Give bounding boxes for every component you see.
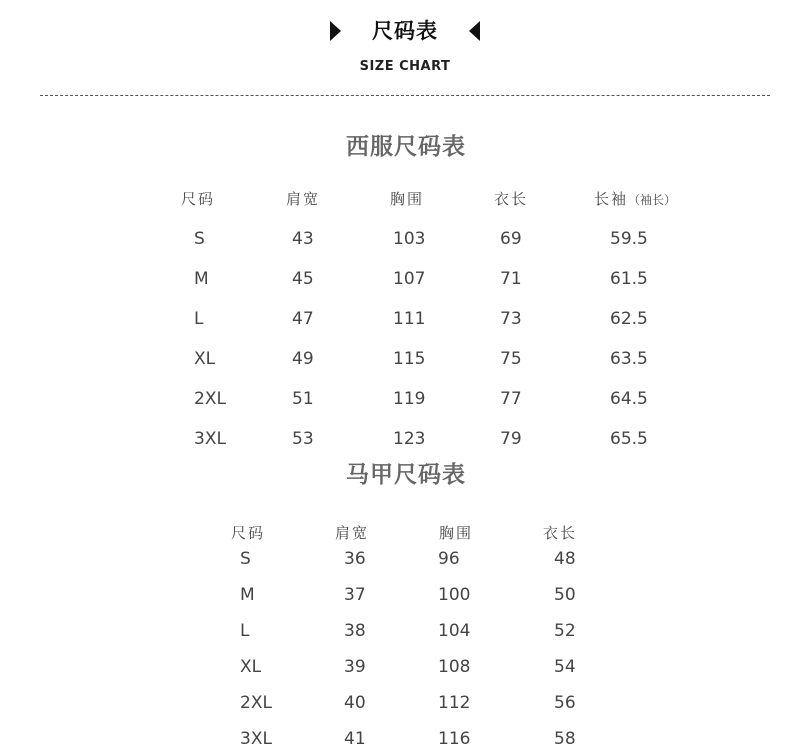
table-cell: 79 [500, 429, 522, 449]
table-cell: 73 [500, 309, 522, 329]
table-cell: 123 [393, 429, 426, 449]
table-cell: XL [194, 349, 216, 369]
page-title: 尺码表 [372, 19, 438, 43]
table-cell: 77 [500, 389, 522, 409]
table-cell: 64.5 [610, 389, 648, 409]
vest-header-length: 衣长 [543, 524, 578, 542]
vest-header-chest: 胸围 [439, 524, 474, 542]
table-cell: 108 [438, 657, 471, 677]
suit-header-sleeve-note: （袖长） [628, 193, 677, 207]
vest-table-title: 马甲尺码表 [346, 462, 466, 488]
table-cell: 63.5 [610, 349, 648, 369]
page-header [0, 14, 800, 48]
suit-header-length: 衣长 [494, 190, 529, 208]
table-cell: 62.5 [610, 309, 648, 329]
suit-header-size: 尺码 [181, 190, 216, 208]
table-cell: 3XL [240, 729, 272, 749]
table-cell: 36 [344, 549, 366, 569]
page-subtitle: SIZE CHART [359, 59, 451, 74]
table-cell: 53 [292, 429, 314, 449]
triangle-left-icon [469, 21, 480, 41]
table-cell: 71 [500, 269, 522, 289]
table-cell: 50 [554, 585, 576, 605]
table-cell: L [194, 309, 204, 329]
dashed-divider [40, 95, 770, 96]
table-cell: 39 [344, 657, 366, 677]
vest-header-shoulder: 肩宽 [335, 524, 370, 542]
table-cell: 119 [393, 389, 426, 409]
table-cell: 104 [438, 621, 471, 641]
table-cell: 43 [292, 229, 314, 249]
table-cell: 107 [393, 269, 426, 289]
table-cell: 111 [393, 309, 426, 329]
table-cell: 61.5 [610, 269, 648, 289]
table-cell: M [194, 269, 209, 289]
table-cell: 103 [393, 229, 426, 249]
table-cell: 37 [344, 585, 366, 605]
table-cell: 40 [344, 693, 366, 713]
table-cell: 49 [292, 349, 314, 369]
table-cell: 112 [438, 693, 471, 713]
table-cell: L [240, 621, 250, 641]
table-cell: XL [240, 657, 262, 677]
suit-header-chest: 胸围 [390, 190, 425, 208]
table-cell: S [240, 549, 251, 569]
suit-header-sleeve-label: 长袖 [594, 190, 629, 208]
table-cell: 96 [438, 549, 460, 569]
table-cell: 116 [438, 729, 471, 749]
suit-header-shoulder: 肩宽 [286, 190, 321, 208]
table-cell: 59.5 [610, 229, 648, 249]
table-cell: 115 [393, 349, 426, 369]
table-cell: 69 [500, 229, 522, 249]
table-cell: S [194, 229, 205, 249]
table-cell: 38 [344, 621, 366, 641]
suit-header-sleeve [594, 189, 676, 210]
table-cell: 75 [500, 349, 522, 369]
table-cell: 65.5 [610, 429, 648, 449]
table-cell: 3XL [194, 429, 226, 449]
table-cell: 2XL [194, 389, 226, 409]
table-cell: 47 [292, 309, 314, 329]
table-cell: 52 [554, 621, 576, 641]
suit-table-title: 西服尺码表 [346, 134, 466, 160]
table-cell: 2XL [240, 693, 272, 713]
table-cell: 58 [554, 729, 576, 749]
table-cell: 56 [554, 693, 576, 713]
table-cell: 41 [344, 729, 366, 749]
vest-header-size: 尺码 [231, 524, 266, 542]
table-cell: 48 [554, 549, 576, 569]
table-cell: 45 [292, 269, 314, 289]
table-cell: 100 [438, 585, 471, 605]
table-cell: 54 [554, 657, 576, 677]
table-cell: M [240, 585, 255, 605]
table-cell: 51 [292, 389, 314, 409]
